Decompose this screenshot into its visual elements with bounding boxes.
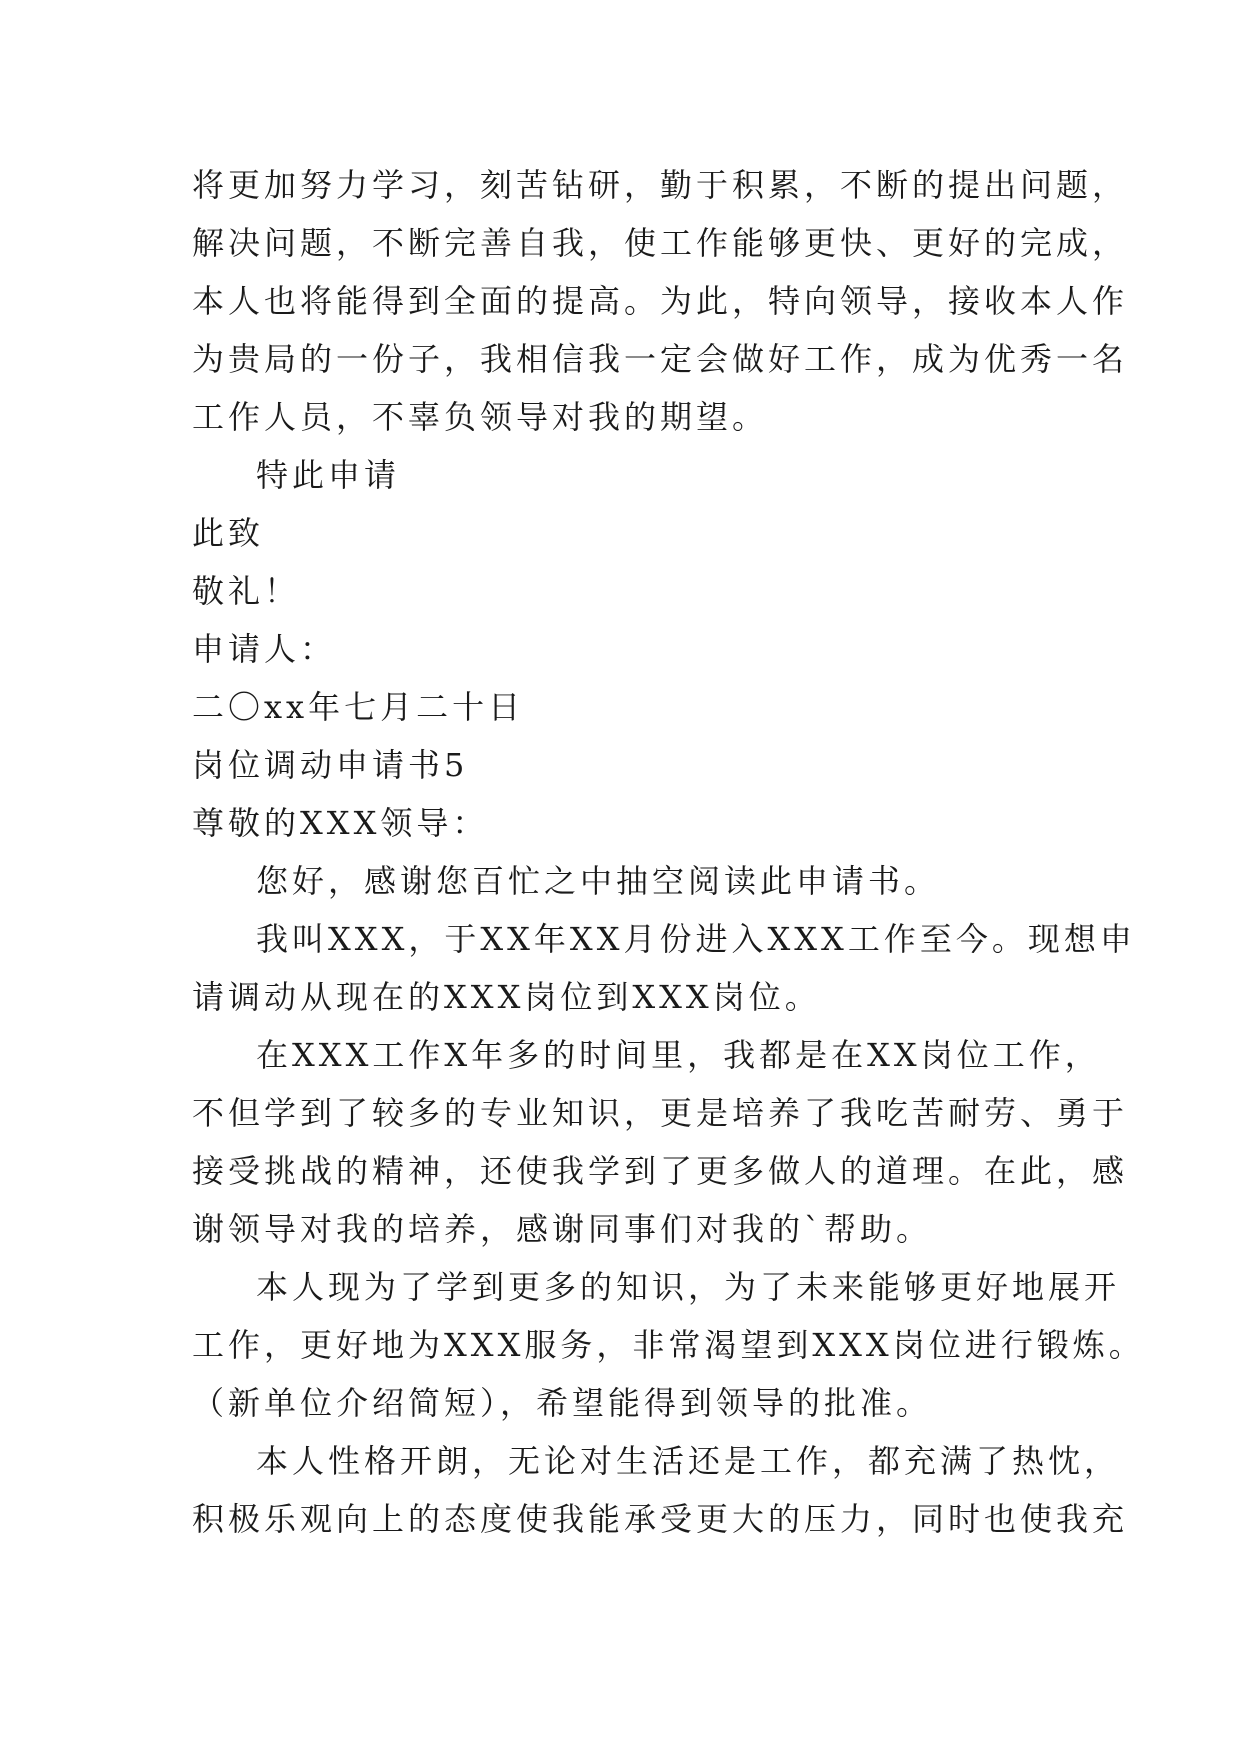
date-line: 二〇xx年七月二十日 <box>192 688 525 726</box>
salutation-line: 此致 <box>192 514 265 552</box>
text-line: 您好，感谢您百忙之中抽空阅读此申请书。 <box>256 862 941 900</box>
text-line: 本人也将能得到全面的提高。为此，特向领导，接收本人作 <box>192 282 1129 320</box>
text-line: 谢领导对我的培养，感谢同事们对我的`帮助。 <box>192 1210 933 1248</box>
document-page <box>192 156 1145 1548</box>
text-line: 工作，更好地为XXX服务，非常渴望到XXX岗位进行锻炼。 <box>192 1326 1145 1364</box>
section-title: 岗位调动申请书5 <box>192 746 469 784</box>
text-line: 本人现为了学到更多的知识，为了未来能够更好地展开 <box>256 1268 1121 1306</box>
greeting-line: 尊敬的XXX领导： <box>192 804 489 842</box>
text-line: 请调动从现在的XXX岗位到XXX岗位。 <box>192 978 821 1016</box>
text-line: （新单位介绍简短），希望能得到领导的批准。 <box>192 1384 933 1422</box>
text-line: 将更加努力学习，刻苦钻研，勤于积累，不断的提出问题， <box>192 166 1129 204</box>
applicant-label: 申请人： <box>192 630 337 668</box>
text-line: 我叫XXX，于XX年XX月份进入XXX工作至今。现想申 <box>256 920 1136 958</box>
text-line: 不但学到了较多的专业知识，更是培养了我吃苦耐劳、勇于 <box>192 1094 1129 1132</box>
text-line: 积极乐观向上的态度使我能承受更大的压力，同时也使我充 <box>192 1500 1129 1538</box>
text-line: 工作人员，不辜负领导对我的期望。 <box>192 398 769 436</box>
closing-request: 特此申请 <box>256 456 401 494</box>
text-line: 为贵局的一份子，我相信我一定会做好工作，成为优秀一名 <box>192 340 1129 378</box>
text-line: 解决问题，不断完善自我，使工作能够更快、更好的完成， <box>192 224 1129 262</box>
text-line: 接受挑战的精神，还使我学到了更多做人的道理。在此，感 <box>192 1152 1129 1190</box>
text-line: 本人性格开朗，无论对生活还是工作，都充满了热忱， <box>256 1442 1121 1480</box>
text-line: 在XXX工作X年多的时间里，我都是在XX岗位工作， <box>256 1036 1101 1074</box>
salutation-line: 敬礼！ <box>192 572 301 610</box>
